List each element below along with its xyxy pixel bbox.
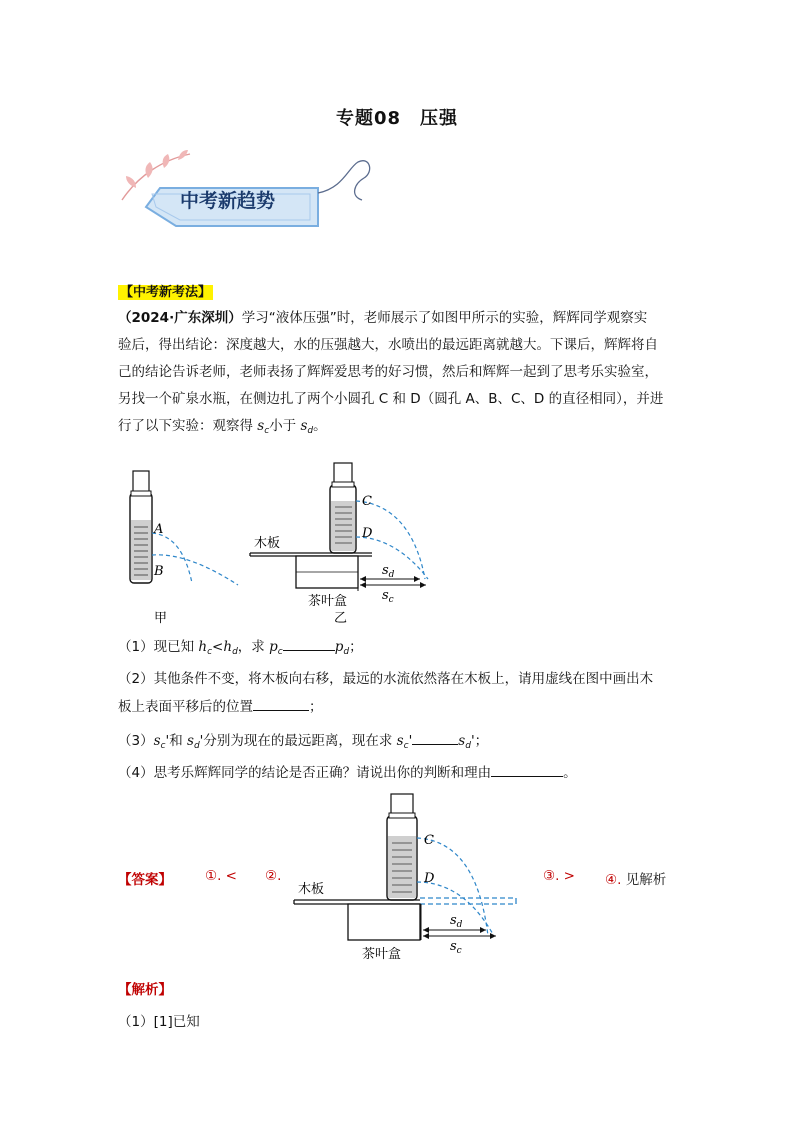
label-A: A <box>154 522 164 537</box>
bottle-jia <box>130 471 152 583</box>
question-3: $(3)s_c'$和 $s_d'$分别为现在的最远距离，现在求 $s_c'$ $s_d'$； <box>118 729 488 751</box>
bottle-answer <box>387 794 417 900</box>
problem-line: 己的结论告诉老师，老师表扬了辉辉爱思考的好习惯，然后和辉辉一起到了思考乐实验室， <box>118 364 658 380</box>
label-D-answer: D <box>424 871 435 886</box>
section-tag-text: 【中考新考法】 <box>120 285 212 300</box>
label-muban: 木板 <box>254 536 281 551</box>
label-muban-answer: 木板 <box>298 882 325 897</box>
answer-blank[interactable] <box>283 636 335 651</box>
problem-line: 验后，得出结论：深度越大，水的压强越大，水喷出的最远距离就越大。下课后，辉辉将自 <box>118 337 658 353</box>
page-title: 专题08 压强 <box>335 108 459 129</box>
answer-label: 【答案】 <box>118 872 172 888</box>
answer-3: ③. > <box>543 868 575 884</box>
label-sd-answer: $s_d$ <box>450 913 463 930</box>
problem-source: （2024·广东深圳） <box>118 310 242 326</box>
answer-blank[interactable] <box>253 696 309 711</box>
problem-text <box>118 305 680 445</box>
problem-line: 小于 <box>269 418 301 434</box>
label-sc-answer: $s_c$ <box>450 939 462 956</box>
experiment-figure <box>110 455 450 627</box>
problem-line: 另找一个矿泉水瓶，在侧边扎了两个小圆孔 C 和 D（圆孔 A、B、C、D 的直径相同），并进 <box>118 391 664 407</box>
section-tag <box>118 281 213 300</box>
question-1: （1）现已知 $h_c<h_d$，求 $p_c$ $p_d$； <box>118 635 363 657</box>
label-C-answer: C <box>424 833 434 848</box>
var-s: s <box>300 418 308 434</box>
label-B: B <box>154 564 164 579</box>
question-2: （2）其他条件不变，将木板向右移，最远的水流依然落在木板上，请用虚线在图中画出木 板上表面平移后的位置 ； <box>118 671 654 715</box>
label-jia: 甲 <box>154 611 168 626</box>
answer-2: ②. <box>265 868 282 884</box>
sub-d: d <box>307 426 314 436</box>
sub-c: c <box>264 426 270 436</box>
bottle-yi <box>330 463 356 553</box>
label-yi: 乙 <box>334 611 348 626</box>
problem-line: 。 <box>313 418 327 434</box>
var-s: s <box>257 418 265 434</box>
label-sc: $s_c$ <box>382 588 394 605</box>
question-4: （4）思考乐辉辉同学的结论是否正确？请说出你的判断和理由 。 <box>118 761 577 781</box>
label-sd: $s_d$ <box>382 563 395 580</box>
answer-blank[interactable] <box>412 730 458 745</box>
label-chayehe-answer: 茶叶盒 <box>362 947 402 962</box>
banner-title: 中考新趋势 <box>180 190 276 212</box>
label-chayehe: 茶叶盒 <box>308 594 348 609</box>
analysis-label: 【解析】 <box>118 982 172 998</box>
answer-blank[interactable] <box>491 762 563 777</box>
analysis-line-1: （1）[1]已知 <box>118 1014 200 1030</box>
label-C: C <box>362 494 372 509</box>
answer-figure <box>290 790 530 965</box>
answer-4: ④. 见解析 <box>605 872 667 888</box>
label-D: D <box>362 526 373 541</box>
answer-1: ①. < <box>205 868 237 884</box>
problem-line: 行了以下实验：观察得 <box>118 418 258 434</box>
problem-line: 学习“液体压强”时，老师展示了如图甲所示的实验，辉辉同学观察实 <box>241 310 648 326</box>
